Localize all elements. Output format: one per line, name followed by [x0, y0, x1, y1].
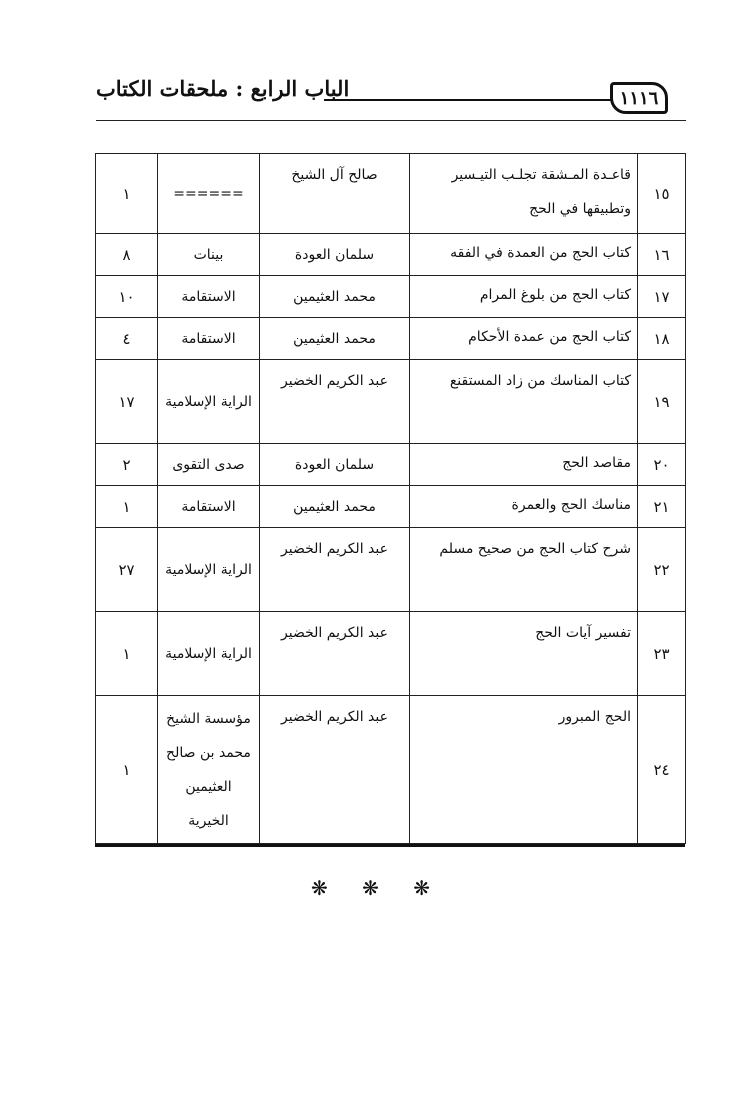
lecture-title: كتاب الحج من بلوغ المرام [410, 276, 638, 318]
table-row [96, 276, 686, 318]
publisher-name: الراية الإسلامية [158, 360, 260, 444]
publisher-name: الاستقامة [158, 276, 260, 318]
table-row [96, 486, 686, 528]
table-row [96, 318, 686, 360]
publisher-name: بينات [158, 234, 260, 276]
publisher-name: الاستقامة [158, 318, 260, 360]
publisher-name: الراية الإسلامية [158, 528, 260, 612]
lecture-title: مقاصد الحج [410, 444, 638, 486]
publisher-name: ====== [158, 154, 260, 234]
lecturer-name: سلمان العودة [260, 234, 410, 276]
tape-count: ١٠ [96, 276, 158, 318]
tape-count: ١ [96, 486, 158, 528]
row-number: ٢٢ [638, 528, 686, 612]
header-rule [96, 120, 686, 121]
chapter-title: الباب الرابع : ملحقات الكتاب [96, 76, 350, 101]
lectures-table-wrap [95, 153, 685, 847]
table-row [96, 154, 686, 234]
row-number: ٢١ [638, 486, 686, 528]
tape-count: ١٧ [96, 360, 158, 444]
tape-count: ٢ [96, 444, 158, 486]
lectures-table [95, 153, 686, 844]
lecture-title: كتاب المناسك من زاد المستقنع [410, 360, 638, 444]
table-row [96, 612, 686, 696]
table-row [96, 360, 686, 444]
row-number: ١٨ [638, 318, 686, 360]
row-number: ١٧ [638, 276, 686, 318]
tape-count: ١ [96, 154, 158, 234]
lecturer-name: عبد الكريم الخضير [260, 696, 410, 844]
row-number: ٢٣ [638, 612, 686, 696]
lecturer-name: سلمان العودة [260, 444, 410, 486]
row-number: ١٩ [638, 360, 686, 444]
publisher-name: الاستقامة [158, 486, 260, 528]
lecturer-name: عبد الكريم الخضير [260, 528, 410, 612]
lecturer-name: عبد الكريم الخضير [260, 612, 410, 696]
table-row [96, 444, 686, 486]
page-number: ١١١٦ [610, 82, 668, 114]
tape-count: ٢٧ [96, 528, 158, 612]
table-row [96, 528, 686, 612]
lecture-title: الحج المبرور [410, 696, 638, 844]
tape-count: ١ [96, 696, 158, 844]
publisher-name: الراية الإسلامية [158, 612, 260, 696]
lecture-title: تفسير آيات الحج [410, 612, 638, 696]
lecturer-name: محمد العثيمين [260, 318, 410, 360]
table-row [96, 234, 686, 276]
tape-count: ٨ [96, 234, 158, 276]
lecturer-name: محمد العثيمين [260, 276, 410, 318]
lecturer-name: صالح آل الشيخ [260, 154, 410, 234]
page-header [96, 72, 686, 122]
tape-count: ٤ [96, 318, 158, 360]
publisher-name: صدى التقوى [158, 444, 260, 486]
lecturer-name: عبد الكريم الخضير [260, 360, 410, 444]
row-number: ٢٠ [638, 444, 686, 486]
header-line [324, 99, 618, 101]
publisher-name: مؤسسة الشيخ محمد بن صالح العثيمين الخيرية [158, 696, 260, 844]
row-number: ٢٤ [638, 696, 686, 844]
tape-count: ١ [96, 612, 158, 696]
lecture-title: كتاب الحج من عمدة الأحكام [410, 318, 638, 360]
lecture-title: مناسك الحج والعمرة [410, 486, 638, 528]
lecture-title: شرح كتاب الحج من صحيح مسلم [410, 528, 638, 612]
row-number: ١٦ [638, 234, 686, 276]
table-bottom-rule [95, 844, 685, 847]
lecture-title: كتاب الحج من العمدة في الفقه [410, 234, 638, 276]
table-row [96, 696, 686, 844]
lecture-title: قاعـدة المـشقة تجلـب التيـسير وتطبيقها في الحج [410, 154, 638, 234]
lecturer-name: محمد العثيمين [260, 486, 410, 528]
row-number: ١٥ [638, 154, 686, 234]
end-ornament: ❋ ❋ ❋ [311, 876, 444, 900]
